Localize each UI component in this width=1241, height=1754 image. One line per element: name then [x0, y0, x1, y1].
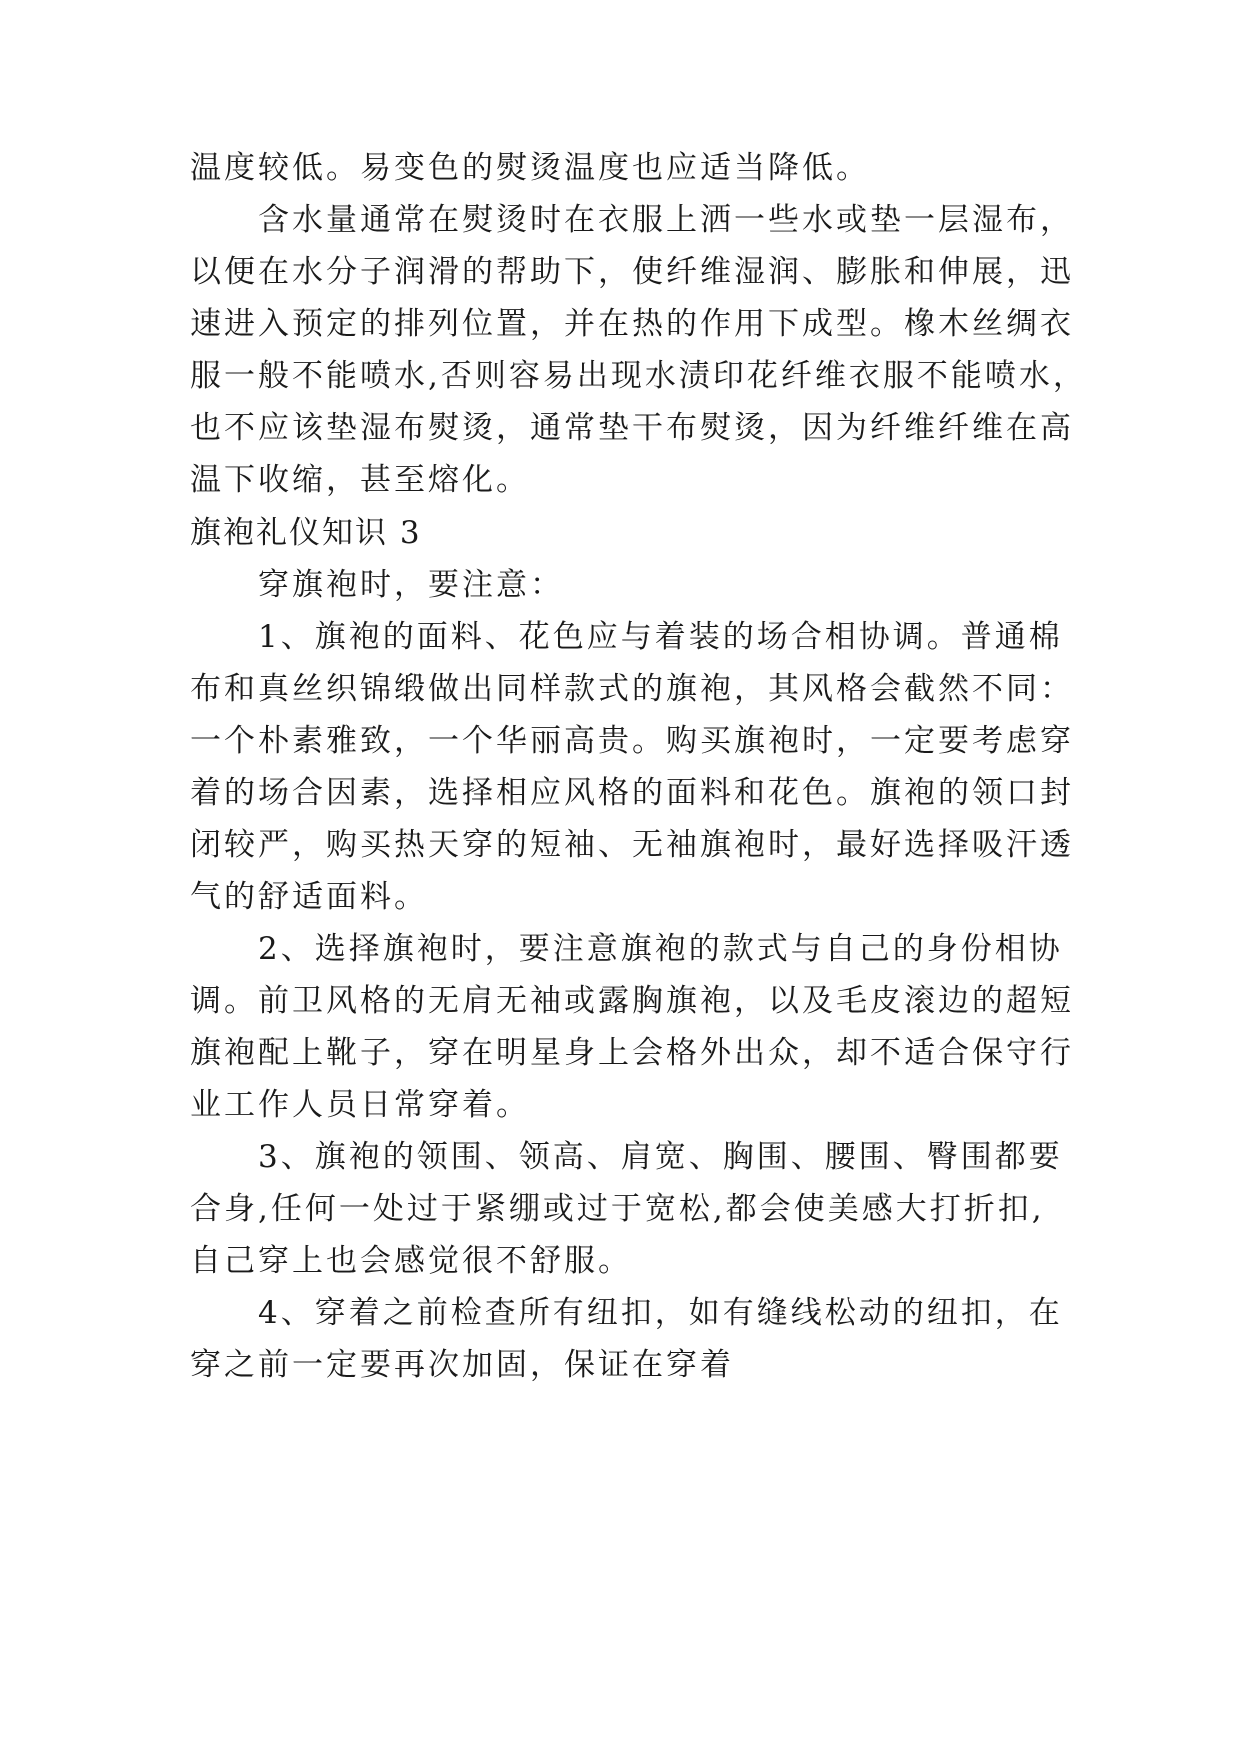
text-line: 业工作人员日常穿着。: [190, 1087, 530, 1123]
text-line: 合身,任何一处过于紧绷或过于宽松,都会使美感大打折扣,: [190, 1191, 1045, 1227]
text-line: 调。前卫风格的无肩无袖或露胸旗袍，以及毛皮滚边的超短: [190, 983, 1074, 1019]
text-line: 一个朴素雅致，一个华丽高贵。购买旗袍时，一定要考虑穿: [190, 723, 1074, 759]
text-line: 速进入预定的排列位置，并在热的作用下成型。橡木丝绸衣: [190, 306, 1074, 342]
text-line: 气的舒适面料。: [190, 879, 428, 915]
text-line: 温下收缩，甚至熔化。: [190, 462, 530, 498]
text-line: 含水量通常在熨烫时在衣服上洒一些水或垫一层湿布，: [258, 202, 1074, 238]
list-item-1-line: 1、旗袍的面料、花色应与着装的场合相协调。普通棉: [258, 619, 1063, 655]
text-line: 穿旗袍时，要注意：: [258, 567, 564, 603]
list-item-3-line: 3、旗袍的领围、领高、肩宽、胸围、腰围、臀围都要: [258, 1139, 1063, 1175]
text-line: 温度较低。易变色的熨烫温度也应适当降低。: [190, 150, 870, 186]
text-line: 闭较严，购买热天穿的短袖、无袖旗袍时，最好选择吸汗透: [190, 827, 1074, 863]
text-line: 穿之前一定要再次加固，保证在穿着: [190, 1347, 734, 1383]
list-item-2-line: 2、选择旗袍时，要注意旗袍的款式与自己的身份相协: [258, 931, 1063, 967]
text-line: 服一般不能喷水,否则容易出现水渍印花纤维衣服不能喷水，: [190, 358, 1087, 394]
section-heading: 旗袍礼仪知识 3: [190, 515, 422, 551]
text-line: 以便在水分子润滑的帮助下，使纤维湿润、膨胀和伸展，迅: [190, 254, 1074, 290]
text-line: 自己穿上也会感觉很不舒服。: [190, 1243, 632, 1279]
list-item-4-line: 4、穿着之前检查所有纽扣，如有缝线松动的纽扣，在: [258, 1295, 1063, 1331]
text-line: 也不应该垫湿布熨烫，通常垫干布熨烫，因为纤维纤维在高: [190, 410, 1074, 446]
text-line: 着的场合因素，选择相应风格的面料和花色。旗袍的领口封: [190, 775, 1074, 811]
text-line: 旗袍配上靴子，穿在明星身上会格外出众，却不适合保守行: [190, 1035, 1074, 1071]
text-line: 布和真丝织锦缎做出同样款式的旗袍，其风格会截然不同：: [190, 671, 1074, 707]
